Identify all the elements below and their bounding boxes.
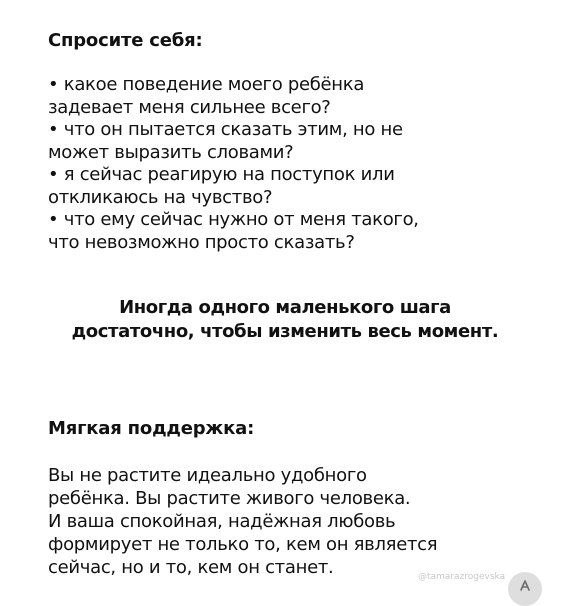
section-ask-title: Спросите себя: bbox=[48, 30, 203, 51]
list-item-line: откликаюсь на чувство? bbox=[48, 186, 273, 208]
list-item-line: может выразить словами? bbox=[48, 141, 294, 163]
support-line: Вы не растите идеально удобного bbox=[48, 465, 367, 486]
support-line: формирует не только то, кем он является bbox=[48, 534, 438, 555]
watermark-badge bbox=[508, 572, 542, 606]
section-support-title: Мягкая поддержка: bbox=[48, 418, 255, 439]
bullet-symbol: • bbox=[48, 164, 59, 185]
list-item-line: я сейчас реагирую на поступок или bbox=[63, 164, 395, 185]
list-item bbox=[48, 74, 548, 119]
watermark-handle: @tamarazrogevska bbox=[418, 572, 506, 582]
list-item-line: что он пытается сказать этим, но не bbox=[63, 119, 403, 140]
bullet-symbol: • bbox=[48, 74, 59, 95]
highlight-line: достаточно, чтобы изменить весь момент. bbox=[71, 321, 499, 342]
bullet-symbol: • bbox=[48, 119, 59, 140]
list-item-line: что невозможно просто сказать? bbox=[48, 231, 355, 253]
list-item bbox=[48, 119, 548, 164]
question-list bbox=[48, 74, 548, 254]
badge-icon bbox=[517, 578, 533, 594]
list-item-line: какое поведение моего ребёнка bbox=[63, 74, 365, 95]
highlight-statement bbox=[20, 296, 550, 344]
support-line: ребёнка. Вы растите живого человека. bbox=[48, 488, 411, 509]
list-item-line: что ему сейчас нужно от меня такого, bbox=[63, 209, 419, 230]
support-paragraph bbox=[48, 464, 548, 579]
support-line: И ваша спокойная, надёжная любовь bbox=[48, 511, 396, 532]
support-line: сейчас, но и то, кем он станет. bbox=[48, 557, 334, 578]
list-item-line: задевает меня сильнее всего? bbox=[48, 96, 331, 118]
list-item bbox=[48, 209, 548, 254]
bullet-symbol: • bbox=[48, 209, 59, 230]
list-item bbox=[48, 164, 548, 209]
highlight-line: Иногда одного маленького шага bbox=[119, 297, 451, 318]
